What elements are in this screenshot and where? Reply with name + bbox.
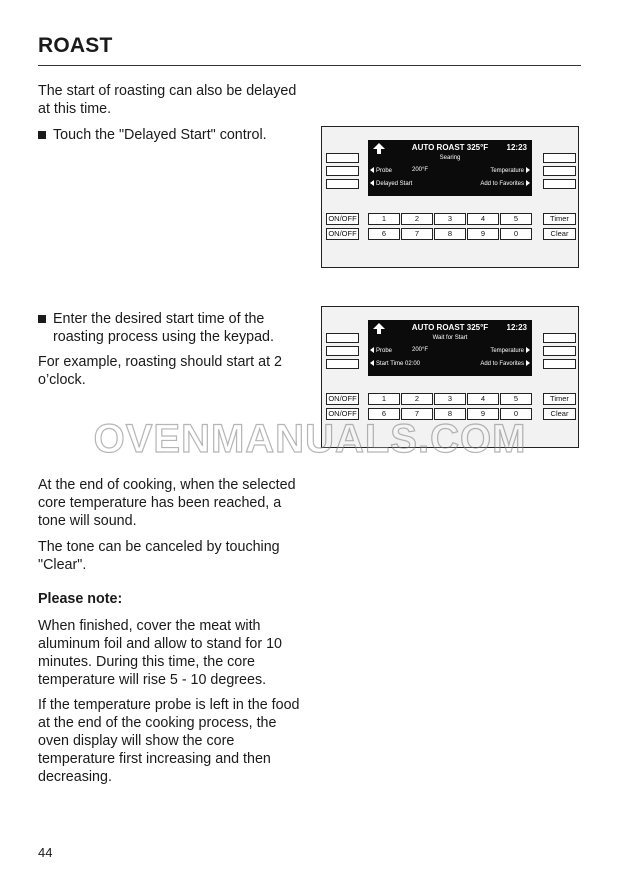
note-paragraph-rest: When finished, cover the meat with aluminum foil and allow to stand for 10 minutes. During this time, the core temperature will rise 5 - 10 degrees. (38, 618, 282, 688)
triangle-right-icon (526, 180, 530, 186)
intro-paragraph: The start of roasting can also be delayed at this time. (38, 83, 297, 117)
keypad-1[interactable]: 1 (368, 213, 400, 225)
cancel-tone-paragraph: The tone can be canceled by touching "Clear". (38, 539, 280, 573)
bullet-item-delayed-start (38, 126, 315, 144)
keypad-8[interactable]: 8 (434, 228, 466, 240)
keypad-3[interactable]: 3 (434, 393, 466, 405)
display-delayed-start-option[interactable]: Delayed Start (370, 180, 412, 187)
oven-display (368, 320, 532, 376)
triangle-right-icon (526, 347, 530, 353)
oven-control-panel (321, 126, 579, 268)
onoff-button-2[interactable]: ON/OFF (326, 228, 359, 240)
keypad-7[interactable]: 7 (401, 408, 433, 420)
keypad-0[interactable]: 0 (500, 228, 532, 240)
left-side-button-1[interactable] (326, 333, 359, 343)
keypad-4[interactable]: 4 (467, 213, 499, 225)
display-probe-option[interactable]: Probe (370, 347, 392, 354)
display-title: AUTO ROAST 325°F (411, 143, 489, 152)
page-title: ROAST (38, 34, 113, 57)
triangle-left-icon (370, 167, 374, 173)
left-side-button-1[interactable] (326, 153, 359, 163)
triangle-left-icon (370, 347, 374, 353)
display-favorites-option[interactable]: Add to Favorites (480, 360, 530, 367)
right-side-button-3[interactable] (543, 359, 576, 369)
clear-button[interactable]: Clear (543, 228, 576, 240)
keypad-7[interactable]: 7 (401, 228, 433, 240)
display-temperature-option[interactable]: Temperature (490, 347, 530, 354)
keypad-9[interactable]: 9 (467, 408, 499, 420)
right-side-button-1[interactable] (543, 333, 576, 343)
oven-display (368, 140, 532, 196)
bullet-text: Touch the "Delayed Start" control. (53, 127, 267, 143)
display-temperature-option[interactable]: Temperature (490, 167, 530, 174)
display-status: Wait for Start (432, 335, 468, 341)
page-number: 44 (38, 845, 53, 860)
keypad-2[interactable]: 2 (401, 393, 433, 405)
keypad-2[interactable]: 2 (401, 213, 433, 225)
note-paragraph-probe: If the temperature probe is left in the food at the end of the cooking process, the oven display will show the core temperature first increasing and then decreasing. (38, 697, 300, 785)
left-side-button-2[interactable] (326, 346, 359, 356)
onoff-button-2[interactable]: ON/OFF (326, 408, 359, 420)
square-bullet-icon (38, 315, 46, 323)
display-probe-value: 200°F (412, 347, 429, 353)
display-title: AUTO ROAST 325°F (411, 323, 489, 332)
keypad-9[interactable]: 9 (467, 228, 499, 240)
keypad-1[interactable]: 1 (368, 393, 400, 405)
keypad-0[interactable]: 0 (500, 408, 532, 420)
left-side-button-3[interactable] (326, 359, 359, 369)
display-status: Searing (439, 155, 461, 161)
keypad-4[interactable]: 4 (467, 393, 499, 405)
triangle-left-icon (370, 180, 374, 186)
example-paragraph: For example, roasting should start at 2 o’clock. (38, 354, 282, 388)
timer-button[interactable]: Timer (543, 213, 576, 225)
watermark: OVENMANUALS.COM (93, 417, 527, 461)
bullet-item-enter-time (38, 310, 315, 346)
display-time: 12:23 (506, 143, 527, 152)
timer-button[interactable]: Timer (543, 393, 576, 405)
clear-button[interactable]: Clear (543, 408, 576, 420)
display-start-time-option[interactable]: Start Time 02:00 (370, 360, 420, 367)
keypad-3[interactable]: 3 (434, 213, 466, 225)
display-probe-option[interactable]: Probe (370, 167, 392, 174)
title-divider (38, 65, 581, 66)
left-side-button-2[interactable] (326, 166, 359, 176)
left-side-button-3[interactable] (326, 179, 359, 189)
keypad-6[interactable]: 6 (368, 408, 400, 420)
triangle-left-icon (370, 360, 374, 366)
keypad-6[interactable]: 6 (368, 228, 400, 240)
display-probe-value: 200°F (412, 167, 429, 173)
display-favorites-option[interactable]: Add to Favorites (480, 180, 530, 187)
right-side-button-3[interactable] (543, 179, 576, 189)
triangle-right-icon (526, 360, 530, 366)
triangle-right-icon (526, 167, 530, 173)
right-side-button-2[interactable] (543, 166, 576, 176)
onoff-button-1[interactable]: ON/OFF (326, 393, 359, 405)
bullet-text: Enter the desired start time of the roasting process using the keypad. (53, 311, 274, 345)
display-time: 12:23 (506, 323, 527, 332)
keypad-8[interactable]: 8 (434, 408, 466, 420)
right-side-button-2[interactable] (543, 346, 576, 356)
note-heading: Please note: (38, 591, 123, 607)
square-bullet-icon (38, 131, 46, 139)
end-of-cooking-paragraph: At the end of cooking, when the selected core temperature has been reached, a tone will sound. (38, 477, 296, 529)
right-side-button-1[interactable] (543, 153, 576, 163)
keypad-5[interactable]: 5 (500, 213, 532, 225)
keypad-5[interactable]: 5 (500, 393, 532, 405)
onoff-button-1[interactable]: ON/OFF (326, 213, 359, 225)
